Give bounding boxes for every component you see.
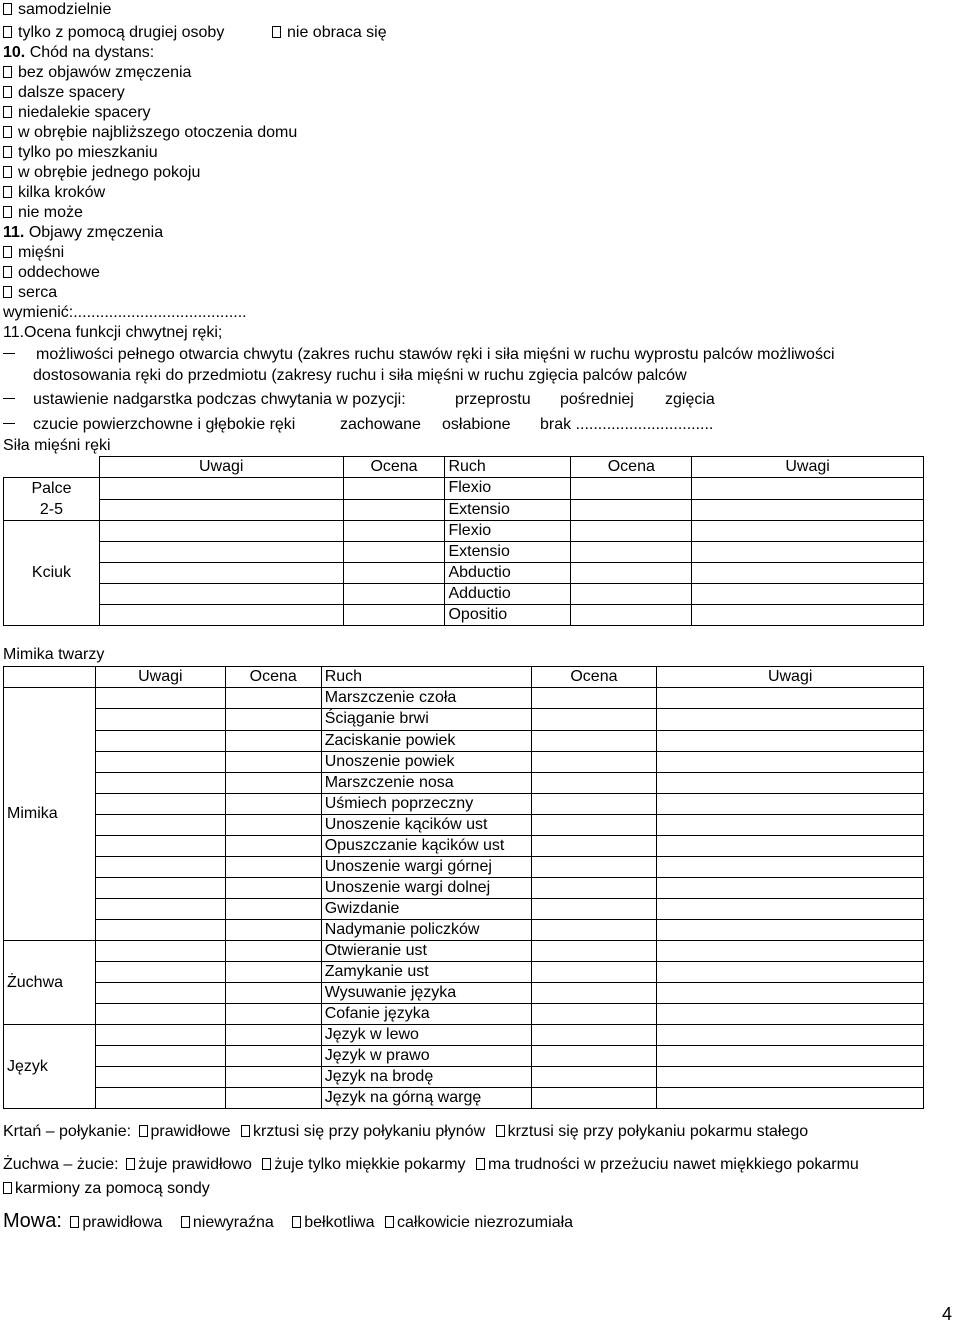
header-uwagi: Uwagi [657,667,924,688]
checkbox-icon[interactable] [3,106,12,118]
row-label: Unoszenie kącików ust [321,815,531,836]
hand-line-2: ustawienie nadgarstka podczas chwytania w pozycji: [3,390,406,410]
table-header-row [4,457,924,478]
list-item[interactable]: nie może [3,203,83,223]
dash-icon [3,353,15,354]
checkbox-icon[interactable] [3,146,12,158]
row-label: Extensio [445,499,571,521]
zuchwa-line-2: karmiony za pomocą sondy [3,1179,210,1199]
group-palce: Palce 2-5 [4,478,100,521]
table-row [4,499,924,521]
list-item[interactable]: tylko po mieszkaniu [3,143,158,163]
checkbox-icon[interactable] [3,26,12,38]
checkbox-icon[interactable] [385,1216,394,1228]
table-row [4,878,924,899]
row-label: Język na brodę [321,1067,531,1088]
list-item[interactable]: serca [3,283,57,303]
list-item[interactable]: w obrębie jednego pokoju [3,163,200,183]
option-nie-obraca[interactable]: nie obraca się [272,23,387,43]
option-posredniej[interactable]: pośredniej [560,391,634,408]
row-label: Gwizdanie [321,899,531,920]
row-label: Nadymanie policzków [321,920,531,941]
mowa-line: Mowa: prawidłowa niewyraźna bełkotliwa całkowicie niezrozumiała [3,1210,574,1232]
row-label: Marszczenie nosa [321,773,531,794]
hand-function-title: 11.Ocena funkcji chwytnej ręki; [3,324,223,341]
section-11-heading: 11. Objawy zmęczenia [3,224,164,241]
mimika-table [3,666,924,1109]
table-row [4,962,924,983]
row-label: Wysuwanie języka [321,983,531,1004]
option-zgiecia[interactable]: zgięcia [665,391,715,408]
row-label: Flexio [445,478,571,500]
list-item[interactable]: kilka kroków [3,183,105,203]
hand-line-1: możliwości pełnego otwarcia chwytu (zakres ruchu stawów ręki i siła mięśni w ruchu wyprostu palców możliwości [3,345,835,365]
table-row [4,1046,924,1067]
table-header-row [4,667,924,688]
row-label: Język w prawo [321,1046,531,1067]
table-row [4,1025,924,1046]
header-uwagi: Uwagi [99,457,343,478]
checkbox-icon[interactable] [181,1216,190,1228]
row-label: Unoszenie wargi górnej [321,857,531,878]
list-item[interactable]: dalsze spacery [3,83,125,103]
table-row [4,563,924,584]
row-label: Cofanie języka [321,1004,531,1025]
checkbox-icon[interactable] [262,1158,271,1170]
header-uwagi: Uwagi [95,667,225,688]
header-ocena: Ocena [571,457,692,478]
checkbox-icon[interactable] [496,1125,505,1137]
row-label: Abductio [445,563,571,584]
option-zachowane[interactable]: zachowane [340,416,421,433]
checkbox-icon[interactable] [3,286,12,298]
header-ocena: Ocena [531,667,657,688]
krtan-line: Krtań – połykanie: prawidłowe krztusi się przy połykaniu płynów krztusi się przy połykaniu pokarmu stałego [3,1123,809,1140]
table-row [4,709,924,731]
checkbox-icon[interactable] [3,86,12,98]
row-label: Opositio [445,605,571,626]
header-uwagi: Uwagi [692,457,924,478]
row-label: Zaciskanie powiek [321,731,531,752]
section-10-heading: 10. Chód na dystans: [3,44,155,61]
row-label: Ściąganie brwi [321,709,531,731]
table-row [4,1088,924,1109]
option-przeprostu[interactable]: przeprostu [455,391,531,408]
table-row [4,1067,924,1088]
checkbox-icon[interactable] [139,1125,148,1137]
wymienic-field[interactable]: wymienić:....................................... [3,304,247,321]
table-row [4,752,924,773]
list-item[interactable]: mięśni [3,243,64,263]
table-row [4,521,924,542]
header-ruch: Ruch [445,457,571,478]
checkbox-icon[interactable] [476,1158,485,1170]
checkbox-icon[interactable] [3,186,12,198]
table-row [4,1004,924,1025]
list-item[interactable]: oddechowe [3,263,100,283]
hand-line-3: czucie powierzchowne i głębokie ręki [3,415,295,435]
table-row [4,542,924,563]
checkbox-icon[interactable] [3,66,12,78]
checkbox-icon[interactable] [3,1182,12,1194]
checkbox-icon[interactable] [292,1216,301,1228]
checkbox-icon[interactable] [3,246,12,258]
row-label: Uśmiech poprzeczny [321,794,531,815]
row-label: Język w lewo [321,1025,531,1046]
header-ruch: Ruch [321,667,531,688]
option-brak[interactable]: brak ............................... [540,416,714,433]
group-label: Żuchwa [4,941,96,1025]
table-row [4,794,924,815]
table-row [4,857,924,878]
header-ocena: Ocena [343,457,445,478]
row-label: Unoszenie wargi dolnej [321,878,531,899]
table-row [4,478,924,500]
group-kciuk: Kciuk [4,521,100,626]
row-label: Extensio [445,542,571,563]
checkbox-icon[interactable] [272,26,281,38]
sila-table [3,456,924,626]
table-row [4,941,924,962]
list-item[interactable]: w obrębie najbliższego otoczenia domu [3,123,297,143]
checkbox-icon[interactable] [241,1125,250,1137]
checkbox-icon[interactable] [3,3,12,15]
row-label: Język na górną wargę [321,1088,531,1109]
table-row [4,815,924,836]
group-label: Mimika [4,688,96,941]
option-tylko-z-pomoca[interactable]: tylko z pomocą drugiej osoby [3,23,224,43]
dash-icon [3,423,15,424]
row-label: Unoszenie powiek [321,752,531,773]
row-label: Otwieranie ust [321,941,531,962]
table-row [4,836,924,857]
table-row [4,605,924,626]
group-label: Język [4,1025,96,1109]
table-row [4,899,924,920]
checkbox-icon[interactable] [3,166,12,178]
checkbox-icon[interactable] [3,266,12,278]
table-row [4,731,924,752]
option-oslabione[interactable]: osłabione [442,416,511,433]
dash-icon [3,398,15,399]
table-row [4,688,924,709]
hand-line-1b: dostosowania ręki do przedmiotu (zakresy ruchu i siła mięśni w ruchu zgięcia palców palców [33,367,687,384]
table-row [4,773,924,794]
row-label: Zamykanie ust [321,962,531,983]
zuchwa-line: Żuchwa – żucie: żuje prawidłowo żuje tylko miękkie pokarmy ma trudności w przeżuciu nawet miękkiego pokarmu [3,1156,859,1173]
checkbox-icon[interactable] [70,1216,79,1228]
table-row [4,584,924,605]
checkbox-icon[interactable] [126,1158,135,1170]
row-label: Flexio [445,521,571,542]
checkbox-icon[interactable] [3,206,12,218]
row-label: Marszczenie czoła [321,688,531,709]
option-samodzielnie[interactable]: samodzielnie [3,0,111,20]
sila-title: Siła mięśni ręki [3,437,111,454]
table-row [4,920,924,941]
mimika-title: Mimika twarzy [3,646,105,663]
list-item[interactable]: bez objawów zmęczenia [3,63,191,83]
table-row [4,983,924,1004]
list-item[interactable]: niedalekie spacery [3,103,151,123]
header-ocena: Ocena [225,667,321,688]
row-label: Opuszczanie kącików ust [321,836,531,857]
checkbox-icon[interactable] [3,126,12,138]
page-number: 4 [941,1304,952,1324]
row-label: Adductio [445,584,571,605]
